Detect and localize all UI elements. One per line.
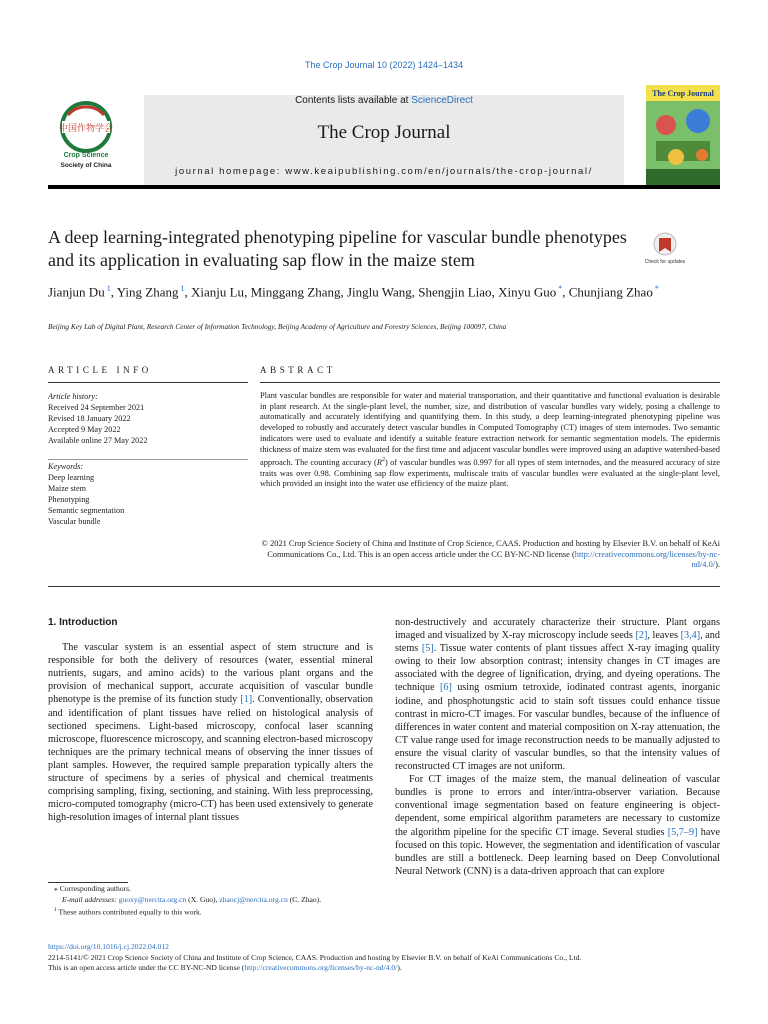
citation-link[interactable]: [5,7–9] xyxy=(667,826,698,838)
email-link-2[interactable]: zhaocj@nercita.org.cn xyxy=(219,894,288,904)
citation-link[interactable]: [3,4] xyxy=(680,630,701,642)
article-title: A deep learning-integrated phenotyping pipeline for vascular bundle phenotypes and its application in evaluating sap flow in the maize stem xyxy=(48,227,627,270)
footnotes xyxy=(48,884,373,918)
article-info-divider xyxy=(48,382,248,383)
equal-mark: 1 xyxy=(54,907,57,913)
issn-line: 2214-5141/© 2021 Crop Science Society of China and Institute of Crop Science, CAAS. Production and hosting by Elsevier B.V. on behalf of KeAi Communications Co., Ltd. xyxy=(48,952,582,962)
keyword-item: Vascular bundle xyxy=(48,517,101,526)
citation-link[interactable]: [2] xyxy=(635,630,648,642)
author-name: Xinyu Guo xyxy=(498,284,557,300)
journal-banner xyxy=(144,95,624,185)
paragraph: non-destructively and accurately characterize their structure. Plant organs imaged and visualized by X-ray microscopy include seeds [2], leaves [3,4], and stems [5]. Tissue water contents of plant tissues affect X-ray imaging quality owing to their low absorption contrast; intensity changes in CT images are associated with the degree of lignification, drying, and dyeing operations. The technique [6] using osmium tetroxide, iodinated contrast agents, inorganic iodine, and phosphotungstic acid to stain soft tissues could enhance tissue contrast in micro-CT images. For vascular bundles, because of the influence of differences in water content and material composition on X-ray attenuation, the CT value range used for image reconstruction needs to be manually adjusted to ensure the visual clarity of vascular bundles, so that the intensity values of reconstructed CT images are not uniform. xyxy=(395,617,720,773)
check-for-updates-badge[interactable] xyxy=(645,230,685,270)
contents-line xyxy=(144,95,624,106)
paragraph: The vascular system is an essential aspect of stem structure and is responsible for both the delivery of resources (water, essential mineral nutrients, sugars, and amino acids) to the various plant organs and the provision of mechanical support, accurate acquisition of vascular bundle phenotype is the premise of its function study [1]. Conventionally, observation and identification of plant tissues have relied on histological analysis of sectioned specimens. Light-based microscopy, confocal laser scanning microscope, fluorescence microscopy, and scanning electron-based microscopy techniques are the primary technical means of observing the inner tissues of plant samples. However, the required sample preparation typically alters the structure of specimens by a series of physical and chemical treatments comprising sampling, fixing, sectioning, and staining. With less preprocessing, micro-computed tomography (micro-CT) has been used extensively to generate high-resolution images of internal plant tissues xyxy=(48,642,373,824)
citation-link[interactable]: [6] xyxy=(439,682,452,694)
check-for-updates-label: Check for updates xyxy=(645,259,685,265)
email-name-2: (C. Zhao). xyxy=(287,894,322,904)
equal-contribution-note xyxy=(48,905,373,918)
contents-prefix: Contents lists available at xyxy=(295,95,412,106)
license-prefix: This is an open access article under the CC BY-NC-ND license ( xyxy=(48,963,245,972)
page-footer xyxy=(48,942,720,974)
keyword-item: Maize stem xyxy=(48,484,86,493)
abstract-part-1: Plant vascular bundles are responsible for water and material transportation, and their quantitative and functional evaluation is desirable in plant research. At the single-plant level, the number, size, and distribution of vascular bundles vary widely, posing a challenge to automatically and accurately identifying and quantifying them. In this study, a deep learning-integrated phenotyping pipeline was developed to robustly and accurately detect vascular bundles in Computed Tomography (CT) images of stem internodes. Two semantic indicators were used to evaluate and identify a suitable feature extraction network for semantic segmentation models. The epidermis thickness of maize stem was evaluated for the first time and adjacent vascular bundles were improved using an adaptive watershed-based approach. The counting accuracy ( xyxy=(260,391,720,468)
journal-cover-image xyxy=(646,85,720,185)
email-note xyxy=(48,895,373,906)
author-name: Chunjiang Zhao xyxy=(568,284,653,300)
history-online: Available online 27 May 2022 xyxy=(48,436,148,445)
citation-link[interactable]: [5] xyxy=(421,643,434,655)
equal-text: These authors contributed equally to this work. xyxy=(58,907,202,917)
author-name: Jianjun Du xyxy=(48,284,105,300)
section-title: 1. Introduction xyxy=(48,617,118,628)
journal-header xyxy=(48,89,720,185)
footnote-divider xyxy=(48,882,128,883)
email-label: E-mail addresses: xyxy=(62,894,119,904)
homepage-prefix: journal homepage: xyxy=(175,166,286,177)
society-label-1: Crop Science xyxy=(63,152,109,159)
email-link-1[interactable]: guoxy@nercita.org.cn xyxy=(118,894,187,904)
keyword-item: Semantic segmentation xyxy=(48,506,125,515)
author-name: Xianju Lu xyxy=(190,284,245,300)
license-end: ). xyxy=(397,963,402,972)
copyright-text: © 2021 Crop Science Society of China and Institute of Crop Science, CAAS. Production and hosting by Elsevier B.V. on behalf of KeAi Communications Co., Ltd. This is an open access article under the CC BY-NC-ND license ( xyxy=(261,539,720,559)
body-column-right xyxy=(395,616,720,878)
abstract-part-2: ) of vascular bundles was 0.997 for all types of stem internodes, and the measured accuracy of size traits was over 0.98. Combining sap flow experiments, multiscale traits of vascular bundles were evaluated at the single-plant level, which provided an insight into the water use efficiency of the maize plant. xyxy=(260,458,720,489)
society-label-2: Society of China xyxy=(60,162,112,169)
license-link[interactable]: http://creativecommons.org/licenses/by-nc-nd/4.0/ xyxy=(574,549,720,570)
history-label: Article history: xyxy=(48,392,98,401)
history-divider xyxy=(48,459,248,460)
author-name: Jinglu Wang xyxy=(346,284,412,300)
sciencedirect-link[interactable]: ScienceDirect xyxy=(411,95,473,106)
affiliation: Beijing Key Lab of Digital Plant, Research Center of Information Technology, Beijing Academy of Agriculture and Forestry Sciences, Beijing 100097, China xyxy=(48,322,507,331)
history-received: Received 24 September 2021 xyxy=(48,403,145,412)
society-logo xyxy=(48,95,144,185)
doi-link[interactable]: https://doi.org/10.1016/j.cj.2022.04.012 xyxy=(48,942,169,951)
abstract-copyright xyxy=(260,539,720,571)
author-mark[interactable]: * xyxy=(556,284,563,293)
copyright-end: ). xyxy=(715,560,720,570)
author-name: Ying Zhang xyxy=(116,284,179,300)
journal-homepage xyxy=(144,166,624,177)
journal-citation[interactable]: The Crop Journal 10 (2022) 1424–1434 xyxy=(304,60,464,70)
author-mark[interactable]: 1 xyxy=(178,284,185,293)
journal-name: The Crop Journal xyxy=(317,122,451,143)
author-mark[interactable]: 1 xyxy=(104,284,111,293)
society-chinese-name: 中国作物学会 xyxy=(58,124,114,134)
keywords-label: Keywords: xyxy=(48,462,84,471)
article-history xyxy=(48,391,248,446)
homepage-link[interactable]: www.keaipublishing.com/en/journals/the-crop-journal/ xyxy=(285,166,593,177)
journal-cover-graphic xyxy=(646,85,720,185)
abstract-heading: ABSTRACT xyxy=(260,365,336,375)
article-info-heading: ARTICLE INFO xyxy=(48,365,152,375)
history-accepted: Accepted 9 May 2022 xyxy=(48,425,121,434)
abstract-divider xyxy=(260,382,720,383)
author-list: Jianjun Du $^1$, Ying Zhang $^1$, Xianju Lu, Minggang Zhang, Jinglu Wang, Shengjin Liao, Xinyu Guo *, Chunjiang Zhao * xyxy=(48,284,659,300)
license-line xyxy=(48,963,720,974)
footer-license-link[interactable]: http://creativecommons.org/licenses/by-nc-nd/4.0/ xyxy=(244,963,398,972)
keyword-item: Deep learning xyxy=(48,473,95,482)
header-divider xyxy=(48,185,720,189)
abstract-r2-symbol: R xyxy=(376,458,382,468)
email-name-1: (X. Guo), xyxy=(186,894,220,904)
author-name: Shengjin Liao xyxy=(418,284,492,300)
keyword-item: Phenotyping xyxy=(48,495,90,504)
abstract-text: Plant vascular bundles are responsible for water and material transportation, and their quantitative and functional evaluation is desirable in plant research. At the single-plant level, the number, size, and distribution of vascular bundles vary widely, posing a challenge to automatically and accurately identifying and quantifying them. In this study, a deep learning-integrated phenotyping pipeline was developed to robustly and accurately detect vascular bundles in Computed Tomography (CT) images of stem internodes. Two semantic indicators were used to evaluate and identify a suitable feature extraction network for semantic segmentation models. The epidermis thickness of maize stem was evaluated for the first time and adjacent vascular bundles were improved using an adaptive watershed-based approach. The counting accuracy $(R^2)$ of vascular bundles was 0.997 for all types of stem internodes, and the measured accuracy of size traits was over 0.98. Combining sap flow experiments, multiscale traits of vascular bundles were evaluated at the single-plant level, which provided an insight into the water use efficiency of the maize plant. xyxy=(260,391,720,489)
body-column-left xyxy=(48,616,373,824)
paragraph: For CT images of the maize stem, the manual delineation of vascular bundles is prone to errors and inter/intra-observer variation. Because conventional image segmentation based on feature engineering is object-dependent, some empirical algorithm parameters are necessary to customize the algorithm pipeline for the specific CT image. Several studies [5,7–9] have focused on this topic. However, the segmentation and identification of vascular bundles are still a bottleneck. Deep learning based on Deep Convolutional Neural Network (CNN) is a data-driven approach that can explore xyxy=(395,774,720,877)
history-revised: Revised 18 January 2022 xyxy=(48,414,131,423)
keywords-block xyxy=(48,461,248,527)
abstract-bottom-divider xyxy=(48,586,720,587)
author-name: Minggang Zhang xyxy=(250,284,341,300)
corresponding-note: ⁎ Corresponding authors. xyxy=(54,884,131,893)
citation-link[interactable]: [1] xyxy=(240,694,253,706)
society-logo-graphic xyxy=(48,95,144,185)
author-mark[interactable]: * xyxy=(652,284,659,293)
cover-title: The Crop Journal xyxy=(652,89,714,98)
check-for-updates-icon xyxy=(645,230,685,270)
